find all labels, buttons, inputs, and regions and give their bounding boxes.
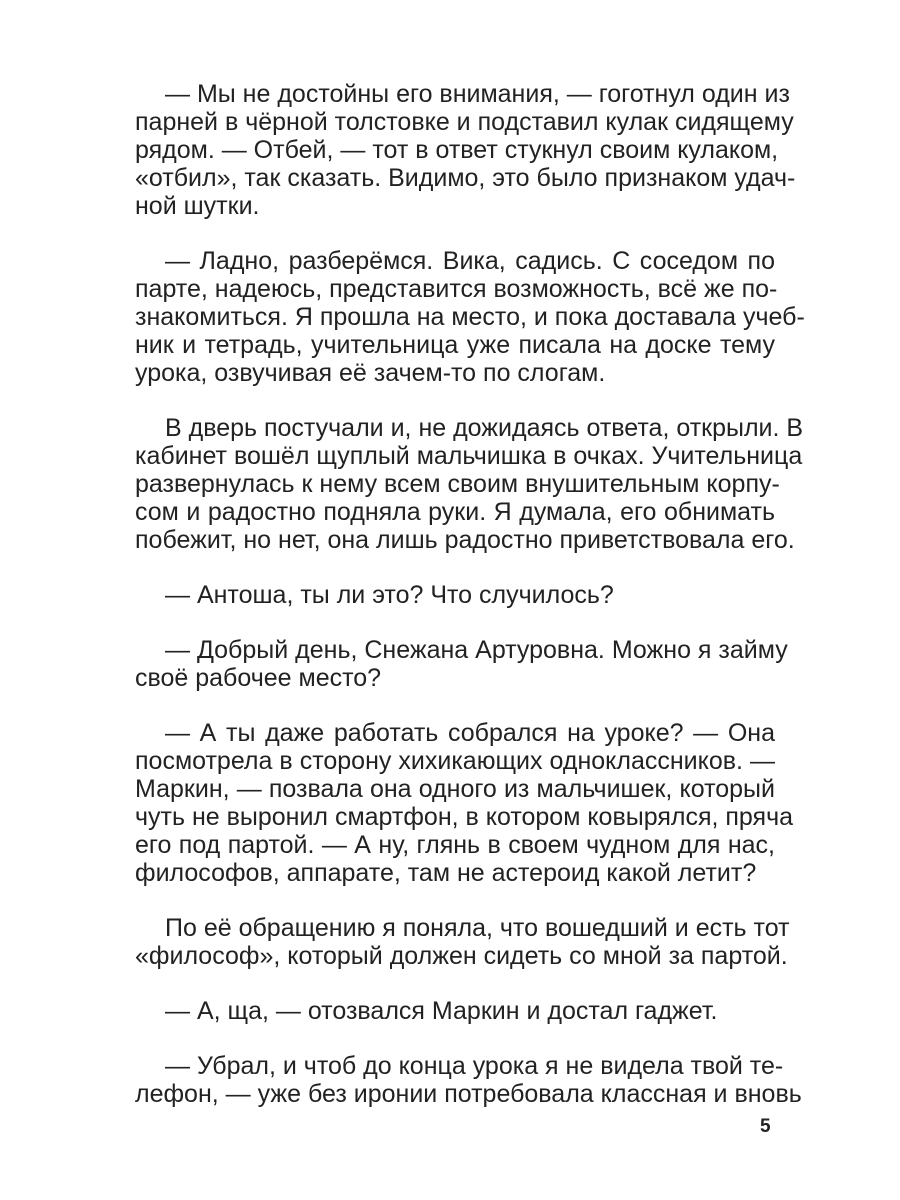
text-line: «философ», который должен сидеть со мной за партой.	[135, 942, 788, 970]
paragraph-6	[135, 719, 794, 887]
text-line: — Ладно, разберёмся. Вика, садись. С соседом по	[165, 247, 775, 275]
paragraph-9	[135, 1052, 802, 1108]
text-line: — А, ща, — отозвался Маркин и достал гаджет.	[165, 997, 718, 1025]
paragraph-1	[135, 80, 796, 220]
text-line: его под партой. — А ну, глянь в своем чудном для нас,	[135, 831, 775, 859]
text-line: кабинет вошёл щуплый мальчишка в очках. Учительница	[135, 442, 803, 470]
text-line: В дверь постучали и, не дожидаясь ответа, открыли. В	[165, 414, 804, 442]
page-number: 5	[760, 1116, 771, 1137]
text-line: «отбил», так сказать. Видимо, это было признаком удач-	[135, 164, 796, 192]
paragraph-8	[135, 997, 775, 1025]
text-line: урока, озвучивая её зачем-то по слогам.	[135, 359, 606, 387]
text-line: знакомиться. Я прошла на место, и пока доставала учеб-	[135, 303, 805, 331]
paragraph-7	[135, 914, 790, 970]
text-line: ник и тетрадь, учительница уже писала на доске тему	[135, 331, 775, 359]
text-line: сом и радостно подняла руки. Я думала, его обнимать	[135, 498, 775, 526]
text-line: Маркин, — позвала она одного из мальчишек, который	[135, 775, 775, 803]
text-line: побежит, но нет, она лишь радостно приветствовала его.	[135, 526, 795, 554]
text-line: парней в чёрной толстовке и подставил кулак сидящему	[135, 108, 794, 136]
paragraph-5	[135, 636, 788, 692]
text-line: своё рабочее место?	[135, 664, 382, 692]
text-line: — Убрал, и чтоб до конца урока я не видела твой те-	[165, 1052, 784, 1080]
text-line: — Мы не достойны его внимания, — гоготнул один из	[165, 80, 790, 108]
text-line: рядом. — Отбей, — тот в ответ стукнул своим кулаком,	[135, 136, 779, 164]
text-line: парте, надеюсь, представится возможность, всё же по-	[135, 275, 778, 303]
text-line: лефон, — уже без иронии потребовала классная и вновь	[135, 1080, 802, 1108]
text-line: чуть не выронил смартфон, в котором ковырялся, пряча	[135, 803, 794, 831]
text-line: посмотрела в сторону хихикающих одноклассников. —	[135, 747, 775, 775]
book-page-text	[135, 80, 805, 1135]
text-line: — Антоша, ты ли это? Что случилось?	[165, 581, 614, 609]
text-line: философов, аппарате, там не астероид какой летит?	[135, 859, 757, 887]
paragraph-4	[135, 581, 775, 609]
text-line: развернулась к нему всем своим внушительным корпу-	[135, 470, 780, 498]
text-line: — А ты даже работать собрался на уроке? — Она	[165, 719, 775, 747]
text-line: — Добрый день, Снежана Артуровна. Можно я займу	[165, 636, 788, 664]
paragraph-2	[135, 247, 805, 387]
text-line: По её обращению я поняла, что вошедший и есть тот	[165, 914, 790, 942]
paragraph-3	[135, 414, 804, 554]
text-line: ной шутки.	[135, 192, 260, 220]
